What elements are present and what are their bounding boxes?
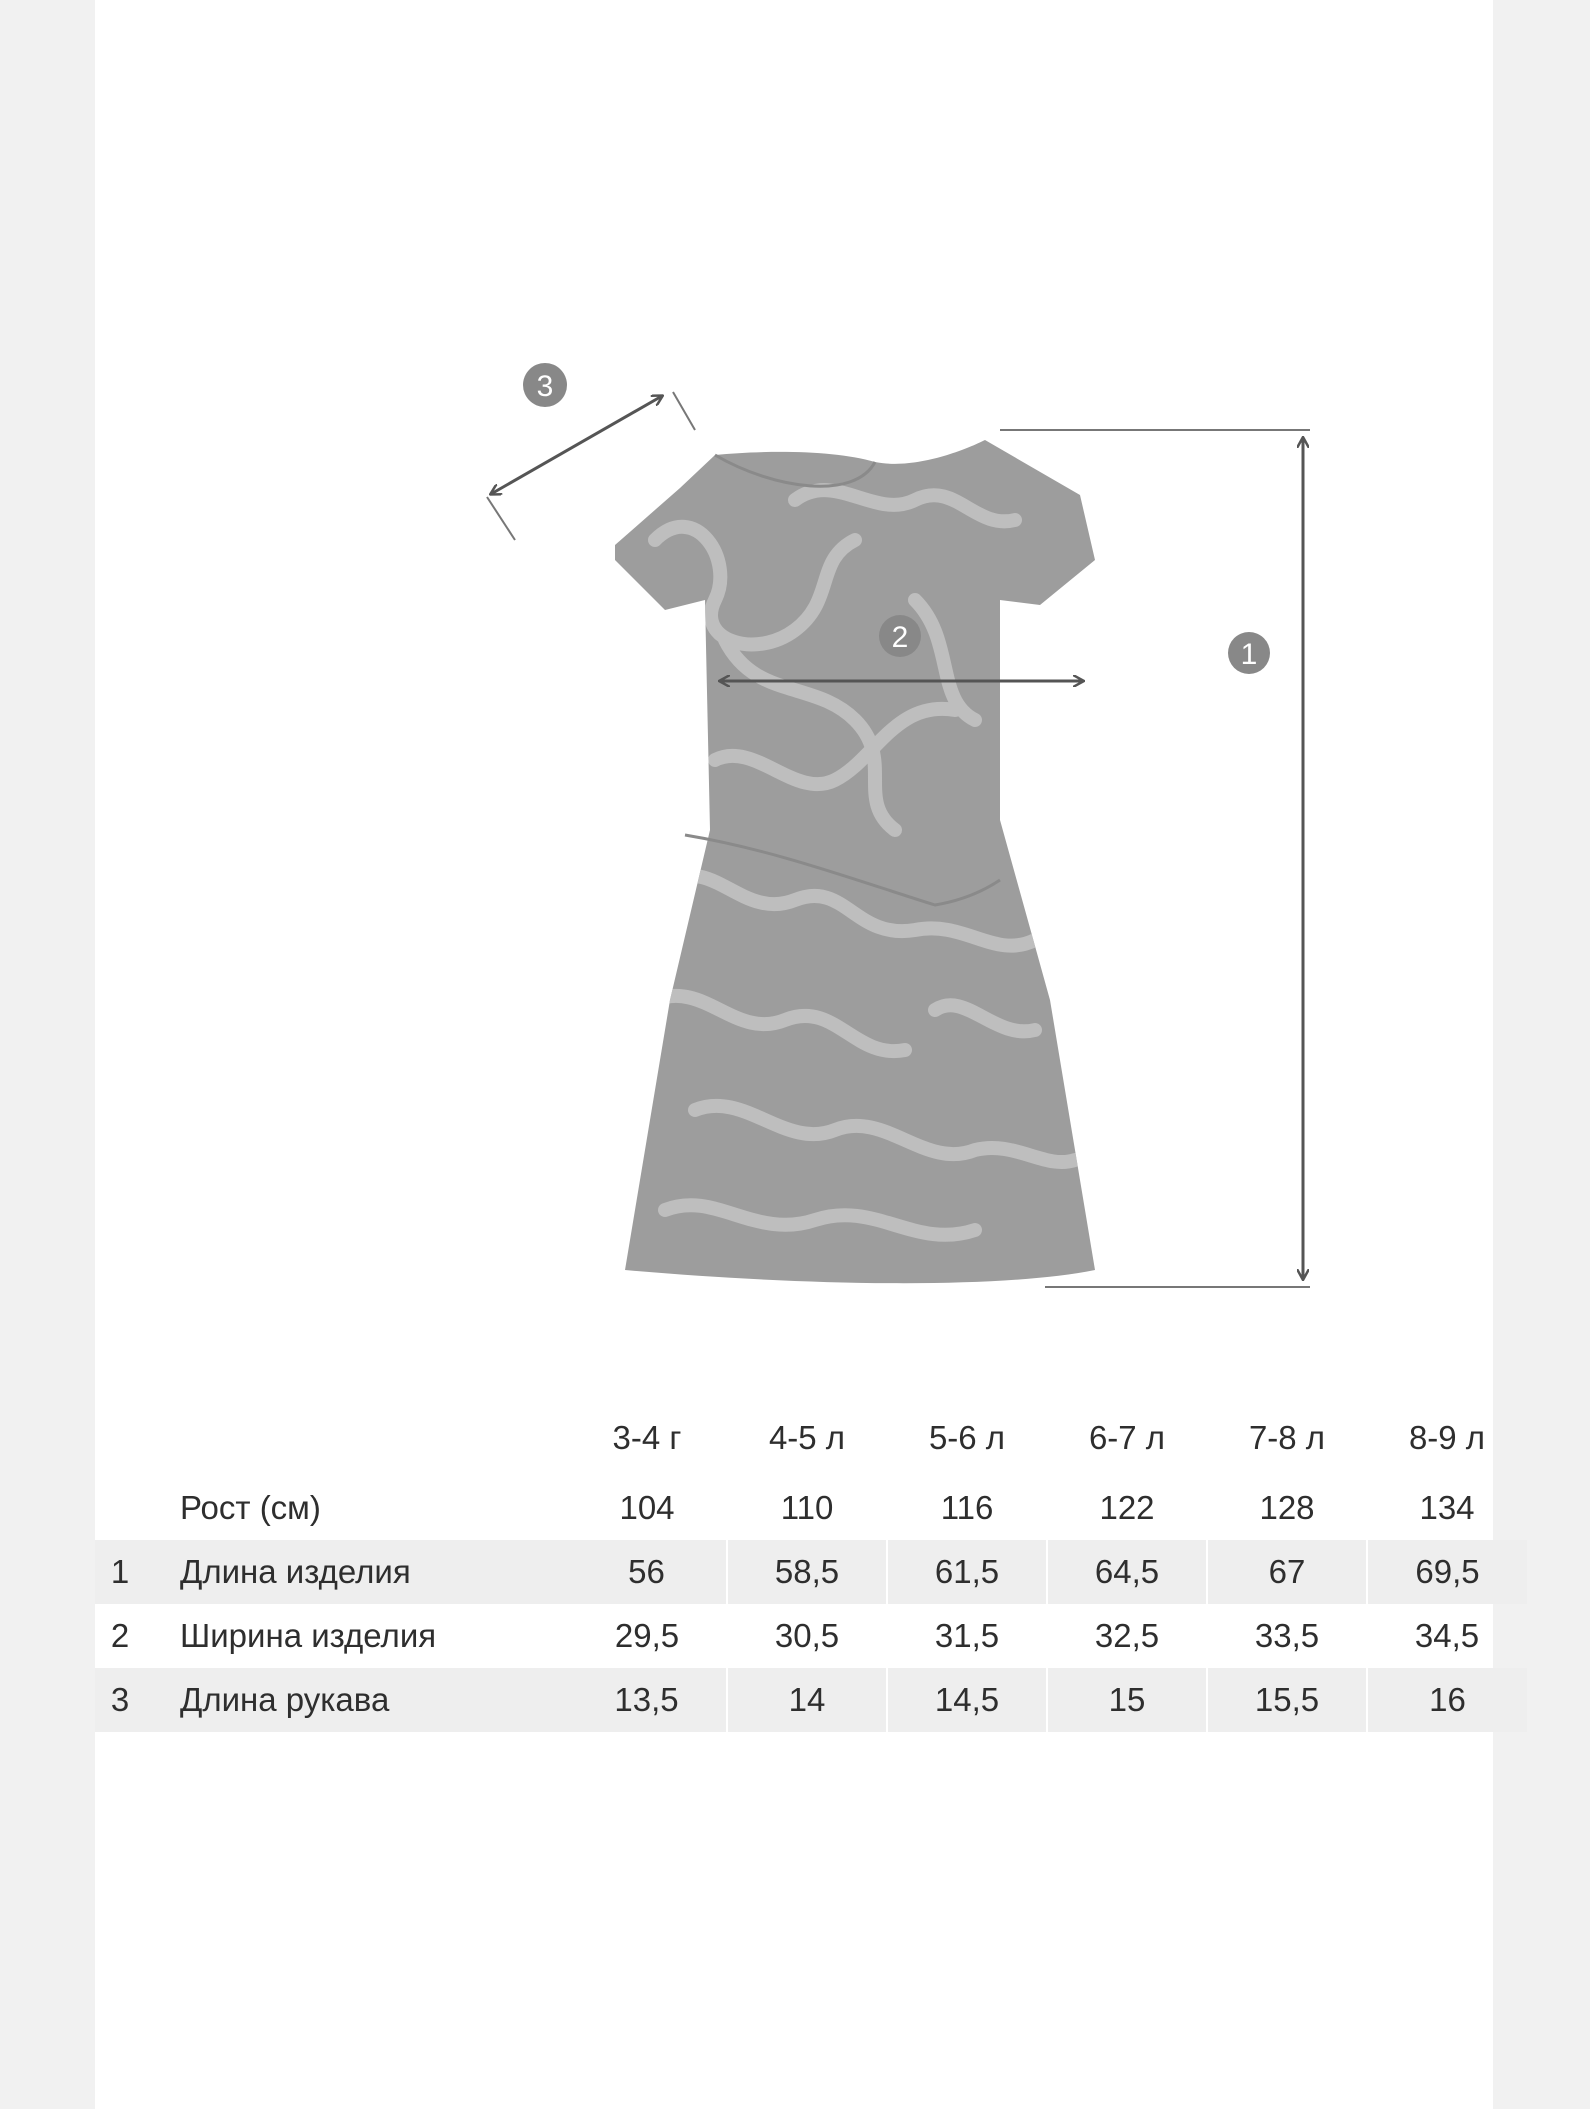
measure-marker-1 [1228, 632, 1270, 674]
table-row-sleeve [95, 1668, 1527, 1732]
table-cell: 67 [1207, 1540, 1367, 1604]
row-label: Длина изделия [145, 1540, 567, 1604]
table-cell: 13,5 [567, 1668, 727, 1732]
row-label: Ширина изделия [180, 1617, 437, 1654]
table-cell: 34,5 [1414, 1617, 1480, 1654]
size-chart-page [95, 0, 1493, 2109]
table-row-length [95, 1540, 1527, 1604]
row-number: 1 [95, 1540, 145, 1604]
header-empty-num [95, 1400, 145, 1476]
table-cell: 61,5 [887, 1540, 1047, 1604]
table-cell: 15,5 [1207, 1668, 1367, 1732]
row-label: Рост (см) [180, 1489, 321, 1526]
table-cell: 16 [1367, 1668, 1527, 1732]
table-cell: 122 [1099, 1489, 1155, 1526]
table-cell: 30,5 [774, 1617, 840, 1654]
table-cell: 69,5 [1367, 1540, 1527, 1604]
table-cell: 56 [567, 1540, 727, 1604]
svg-text:2: 2 [891, 621, 909, 654]
size-header: 8-9 л [1408, 1419, 1486, 1456]
table-cell: 31,5 [934, 1617, 1000, 1654]
table-cell: 33,5 [1254, 1617, 1320, 1654]
table-row-height [95, 1476, 1527, 1540]
size-header: 7-8 л [1248, 1419, 1326, 1456]
row-number [95, 1476, 145, 1540]
dress-illustration [615, 440, 1095, 1283]
header-empty-label [145, 1400, 567, 1476]
table-row-width [95, 1604, 1527, 1668]
table-cell: 14,5 [887, 1668, 1047, 1732]
table-cell: 116 [940, 1489, 994, 1526]
size-header: 3-4 г [612, 1419, 682, 1456]
table-cell: 29,5 [614, 1617, 680, 1654]
table-cell: 32,5 [1094, 1617, 1160, 1654]
size-header: 4-5 л [768, 1419, 846, 1456]
svg-text:3: 3 [536, 370, 554, 403]
svg-text:1: 1 [1240, 638, 1258, 671]
table-cell: 128 [1259, 1489, 1315, 1526]
row-number: 3 [95, 1668, 145, 1732]
measure-marker-3 [523, 363, 567, 407]
garment-diagram [95, 0, 1493, 1360]
table-cell: 104 [619, 1489, 675, 1526]
row-number: 2 [110, 1617, 130, 1654]
size-header: 5-6 л [928, 1419, 1006, 1456]
row-label: Длина рукава [145, 1668, 567, 1732]
table-cell: 110 [780, 1489, 834, 1526]
size-header: 6-7 л [1088, 1419, 1166, 1456]
table-cell: 64,5 [1047, 1540, 1207, 1604]
size-header-row [95, 1400, 1527, 1476]
size-table [95, 1400, 1527, 1732]
table-cell: 58,5 [727, 1540, 887, 1604]
table-cell: 14 [727, 1668, 887, 1732]
table-cell: 15 [1047, 1668, 1207, 1732]
table-cell: 134 [1419, 1489, 1475, 1526]
measure-marker-2 [879, 615, 921, 657]
